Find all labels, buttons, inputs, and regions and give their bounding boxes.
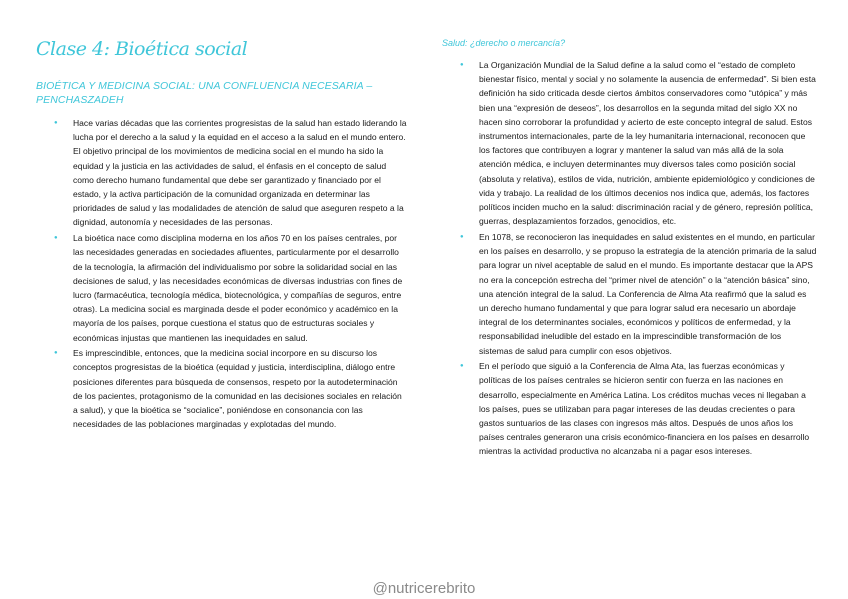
left-bullet-1: ● Hace varias décadas que las corrientes progresistas de la salud han estado liderando la lucha por el derecho a la salud y la equidad en el acceso a la salud en el mundo entero. El objetivo principal de los movimientos de medicina social en el mundo ha sido la equidad y la justicia en las actividades de salud, el énfasis en el concepto de salud como derecho humano fundamental que debe ser garantizado y financiado por el estado, y la activa participación de la comunidad organizada en determinar las prioridades de salud y las modalidades de atención de salud que aseguren respeto a la dignidad, autonomía y necesidades de las personas. bbox=[55, 116, 408, 230]
page-title: Clase 4: Bioética social bbox=[36, 38, 248, 60]
right-bullet-1: ● La Organización Mundial de la Salud define a la salud como el “estado de completo bienestar físico, mental y social y no solamente la ausencia de enfermedad”. Si bien esta definición ha sido criticada desde ciertos ámbitos conservadores como “utópica” y más bien una “expresión de deseos”, los desarrollos en la segunda mitad del siglo XX no hacen sino corroborar la profundidad y acierto de este concepto integral de salud. Estos instrumentos internacionales, parte de la ley humanitaria internacional, reconocen que los factores que contribuyen a lograr y mantener la salud van más allá de la sola atención médica, e incluyen determinantes muy diversos tales como posición social (absoluta y relativa), estilos de vida, nutrición, ambiente epidemiológico y condiciones de vida y trabajo. La realidad de los últimos decenios nos indica que, además, los factores políticos inciden mucho en la salud: discriminación racial y de género, represión política, guerras, desplazamientos forzados, genocidios, etc. bbox=[461, 58, 817, 228]
section-subtitle-right: Salud: ¿derecho o mercancía? bbox=[442, 38, 566, 48]
left-bullet-3: ● Es imprescindible, entonces, que la medicina social incorpore en su discurso los conceptos progresistas de la bioética (equidad y justicia, interdisciplina, diálogo entre posiciones diferentes para búsqueda de consensos, respeto por la autodeterminación de los pacientes, protagonismo de la comunidad en las decisiones sociales en relación a salud), y que la bioética se “socialice”, poniéndose en consonancia con las necesidades de las poblaciones marginadas y explotadas del mundo. bbox=[55, 346, 408, 431]
left-bullet-list bbox=[55, 116, 408, 433]
section-subtitle-left: BIOÉTICA Y MEDICINA SOCIAL: UNA CONFLUENCIA NECESARIA – PENCHASZADEH bbox=[36, 80, 373, 106]
author-handle: @nutricerebrito bbox=[372, 580, 476, 597]
right-bullet-3: ● En el período que siguió a la Conferencia de Alma Ata, las fuerzas económicas y políticas de los países centrales se hicieron sentir con fuerza en las naciones en desarrollo, especialmente en América Latina. Los créditos muchas veces ni llegaban a los países, pues se utilizaban para pagar intereses de las deudas crecientes o para gastos suntuarios de las clases con ingresos más altos. Después de unos años los países centrales generaron una crisis económico-financiera en los países en desarrollo mientras la actividad productiva no alcanzaba ni a pagar esos intereses. bbox=[461, 359, 817, 458]
right-bullet-2: ● En 1078, se reconocieron las inequidades en salud existentes en el mundo, en particular en los países en desarrollo, y se propuso la estrategia de la atención primaria de la salud para lograr un nivel aceptable de salud en el mundo. Es importante destacar que la APS no era la concepción estrecha del “primer nivel de atención” o la “atención básica” sino, una atención integral de la salud. La Conferencia de Alma Ata reafirmó que la salud es un derecho humano fundamental y que para lograr salud era necesario un abordaje integral de los determinantes sociales, económicos y políticos de enfermedad, y la responsabilidad ineludible del estado en la imprescindible transformación de los sistemas de salud para cumplir con esos objetivos. bbox=[461, 230, 817, 358]
right-bullet-list bbox=[461, 58, 817, 460]
left-bullet-2: ● La bioética nace como disciplina moderna en los años 70 en los países centrales, por las necesidades generadas en sociedades afluentes, particularmente por el desarrollo de la tecnología, la afirmación del individualismo por sobre la solidaridad social en las decisiones de salud, y las necesidades económicas de diversas industrias con fines de lucro (farmacéutica, tecnología médica, biotecnológica, y compañías de seguros, entre otras). La medicina social es marginada desde el poder económico y académico en la mayoría de los países, porque cuestiona el status quo de estructuras sociales y económicas injustas que mantienen las inequidades en salud. bbox=[55, 231, 408, 345]
